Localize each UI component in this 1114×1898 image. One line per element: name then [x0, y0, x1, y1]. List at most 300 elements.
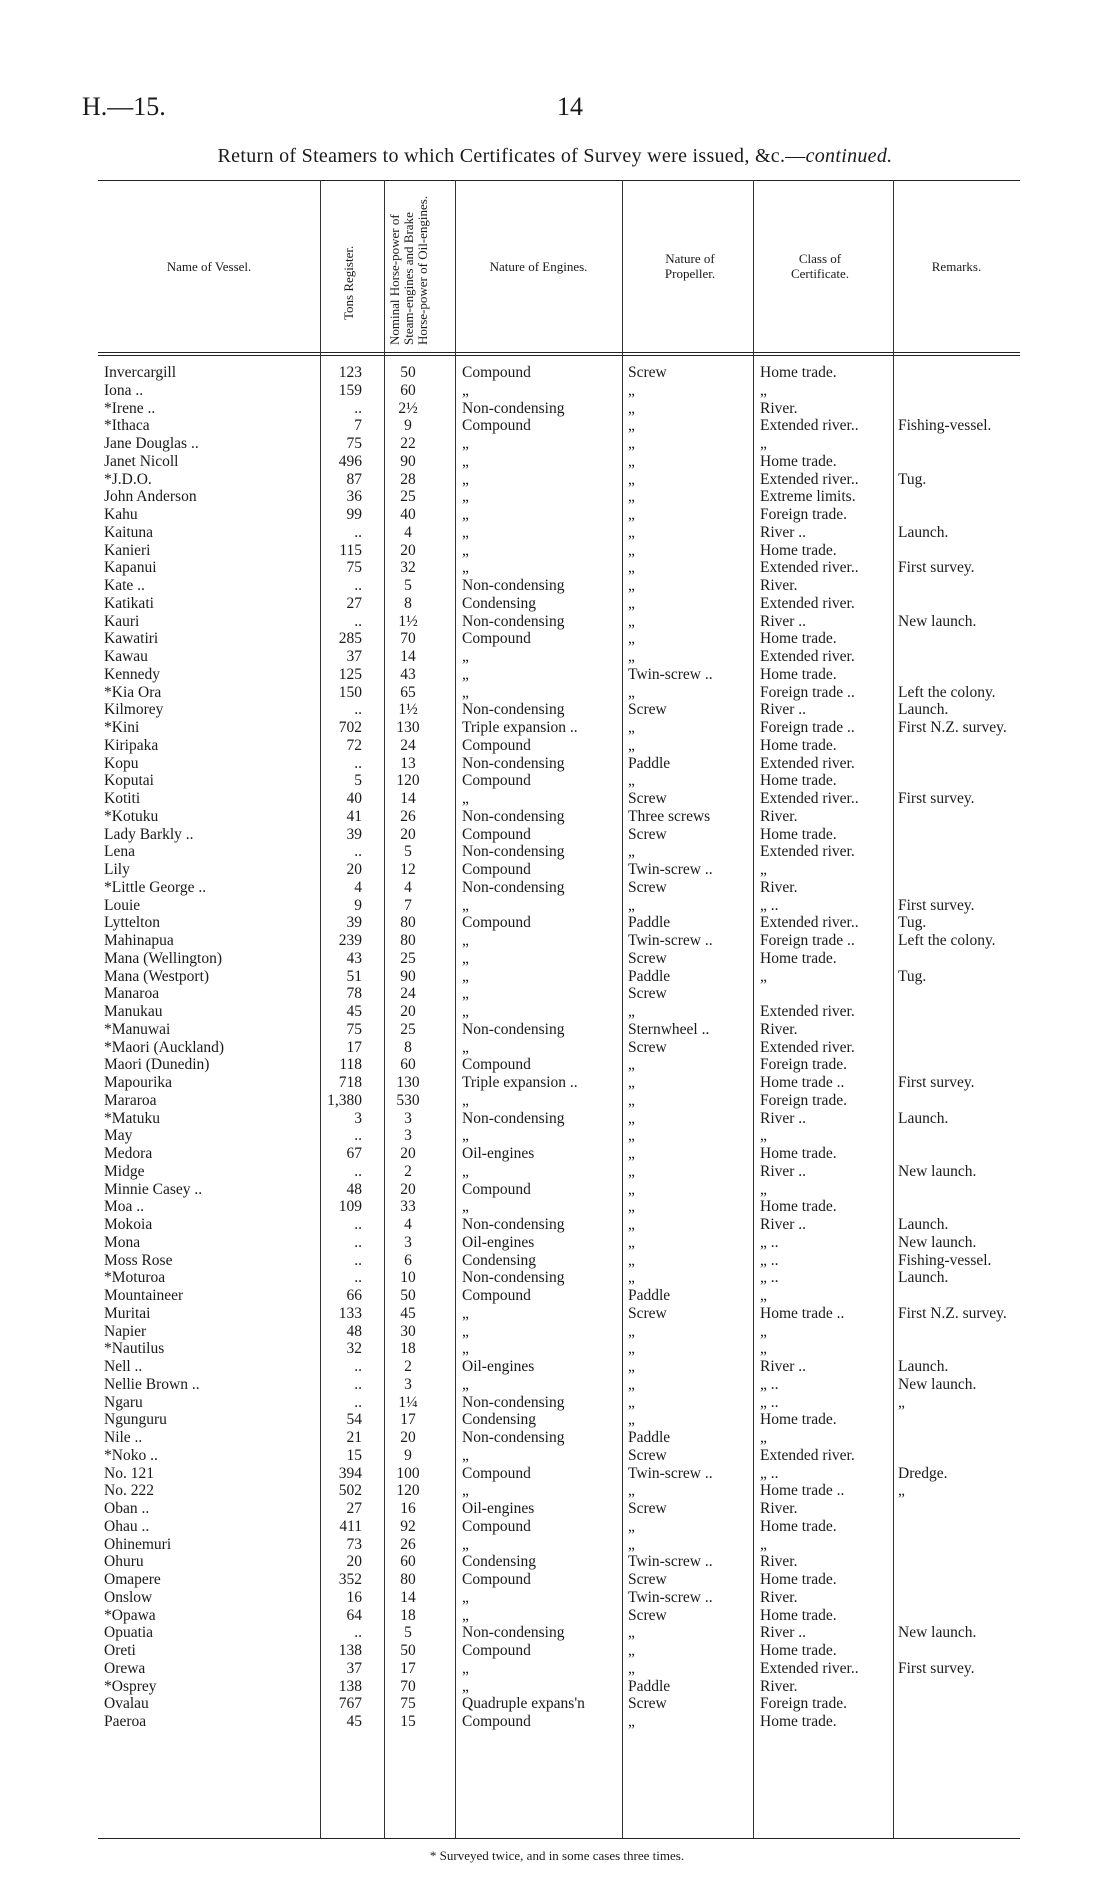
- tons-register: ..: [354, 1127, 362, 1145]
- tons-register: 115: [339, 541, 362, 559]
- nature-of-engines: „: [462, 559, 469, 577]
- horse-power: 25: [400, 1020, 416, 1038]
- horse-power: 20: [400, 1429, 416, 1446]
- table-row: [98, 932, 1020, 950]
- nature-of-propeller: Paddle: [628, 1287, 671, 1304]
- horse-power: 8: [404, 1038, 412, 1056]
- table-row: [98, 471, 1020, 489]
- table-row: [98, 1074, 1020, 1092]
- vessel-name: Lena: [104, 843, 135, 861]
- class-of-certificate: Extended river.: [760, 1038, 855, 1056]
- class-of-certificate: Extended river.: [760, 1446, 855, 1464]
- class-of-certificate: River ..: [760, 1216, 807, 1233]
- class-of-certificate: „ ..: [760, 1393, 779, 1411]
- table-row: [98, 595, 1020, 613]
- nature-of-propeller: Screw: [628, 1038, 667, 1056]
- col-header-engines: Nature of Engines.: [489, 258, 588, 274]
- class-of-certificate: River.: [760, 577, 798, 594]
- nature-of-engines: „: [462, 1446, 469, 1464]
- horse-power: 45: [400, 1304, 416, 1322]
- vessel-name: Nile ..: [104, 1429, 143, 1446]
- horse-power: 15: [400, 1713, 416, 1730]
- nature-of-propeller: „: [628, 1713, 635, 1730]
- horse-power: 18: [400, 1606, 416, 1624]
- tons-register: ..: [354, 1624, 362, 1642]
- nature-of-engines: „: [462, 452, 469, 470]
- horse-power: 4: [404, 523, 412, 541]
- tons-register: ..: [354, 1269, 362, 1287]
- tons-register: 150: [338, 683, 362, 701]
- remarks: Launch.: [898, 1358, 949, 1375]
- nature-of-engines: „: [462, 1340, 469, 1358]
- horse-power: 2: [404, 1358, 412, 1375]
- vessel-name: Jane Douglas ..: [104, 435, 199, 452]
- class-of-certificate: River.: [760, 1677, 798, 1695]
- remarks: First survey.: [898, 790, 975, 807]
- vessel-name: *Matuku: [104, 1109, 160, 1127]
- tons-register: ..: [354, 843, 362, 861]
- vessel-name: John Anderson: [104, 488, 197, 506]
- nature-of-engines: Compound: [462, 736, 531, 754]
- horse-power: 130: [396, 719, 420, 736]
- class-of-certificate: Extended river.: [760, 1003, 855, 1020]
- class-of-certificate: River ..: [760, 1624, 807, 1642]
- class-of-certificate: River.: [760, 1553, 798, 1571]
- nature-of-engines: „: [462, 523, 469, 541]
- tons-register: 37: [346, 1659, 362, 1677]
- table-row: [98, 1092, 1020, 1110]
- table-row: [98, 1056, 1020, 1074]
- nature-of-propeller: „: [628, 772, 635, 790]
- remarks: Tug.: [898, 470, 927, 488]
- tons-register: 138: [338, 1642, 362, 1659]
- class-of-certificate: „: [760, 1322, 767, 1340]
- table-row: [98, 1003, 1020, 1021]
- col-header-tons: Tons Register.: [341, 245, 356, 320]
- nature-of-engines: Condensing: [462, 1251, 537, 1269]
- tons-register: 133: [338, 1304, 362, 1322]
- horse-power: 6: [404, 1251, 412, 1269]
- nature-of-engines: Non-condensing: [462, 399, 565, 417]
- nature-of-propeller: „: [628, 683, 635, 701]
- vessel-name: *Little George ..: [104, 878, 207, 896]
- tons-register: 138: [338, 1677, 362, 1695]
- horse-power: 14: [400, 790, 416, 807]
- tons-register: 48: [346, 1322, 362, 1340]
- remarks: Launch.: [898, 1269, 949, 1287]
- nature-of-engines: „: [462, 470, 469, 488]
- tons-register: 39: [346, 914, 362, 932]
- nature-of-propeller: „: [628, 577, 635, 594]
- horse-power: 20: [400, 1003, 416, 1020]
- vessel-name: Opuatia: [104, 1624, 154, 1642]
- nature-of-propeller: Screw: [628, 878, 667, 896]
- horse-power: 22: [400, 435, 416, 452]
- nature-of-engines: Compound: [462, 914, 531, 932]
- horse-power: 9: [404, 417, 412, 435]
- remarks: Dredge.: [898, 1464, 948, 1482]
- nature-of-engines: Compound: [462, 417, 531, 435]
- horse-power: 50: [400, 364, 416, 381]
- tons-register: 5: [354, 772, 362, 790]
- class-of-certificate: River.: [760, 878, 798, 896]
- tons-register: 51: [346, 967, 362, 985]
- table-row: [98, 701, 1020, 719]
- nature-of-engines: Compound: [462, 364, 531, 381]
- remarks: New launch.: [898, 1233, 977, 1251]
- vessel-name: Janet Nicoll: [104, 452, 179, 470]
- nature-of-engines: Condensing: [462, 594, 537, 612]
- class-of-certificate: Extended river..: [760, 470, 859, 488]
- table-row: [98, 382, 1020, 400]
- tons-register: ..: [354, 1393, 362, 1411]
- class-of-certificate: Foreign trade ..: [760, 719, 855, 736]
- nature-of-propeller: „: [628, 843, 635, 861]
- vessel-name: Mapourika: [104, 1074, 173, 1091]
- vessel-name: Iona ..: [104, 381, 144, 399]
- horse-power: 75: [400, 1695, 416, 1713]
- vessel-name: Mana (Westport): [104, 967, 210, 985]
- class-of-certificate: Home trade.: [760, 772, 837, 790]
- nature-of-engines: „: [462, 541, 469, 559]
- table-row: [98, 879, 1020, 897]
- table-row: [98, 542, 1020, 560]
- table-row: [98, 1127, 1020, 1145]
- vessel-name: Nellie Brown ..: [104, 1375, 200, 1393]
- horse-power: 20: [400, 825, 416, 843]
- nature-of-engines: „: [462, 1304, 469, 1322]
- col-header-hp: Nominal Horse-power of Steam-engines and Brake Horse-power of Oil-engines.: [387, 195, 430, 345]
- vessel-name: Paeroa: [104, 1713, 147, 1730]
- horse-power: 26: [400, 807, 416, 825]
- tons-register: 48: [346, 1180, 362, 1198]
- tons-register: 36: [346, 488, 362, 506]
- vessel-name: Ohau ..: [104, 1517, 150, 1535]
- nature-of-propeller: „: [628, 1109, 635, 1127]
- class-of-certificate: „: [760, 1180, 767, 1198]
- remarks: Tug.: [898, 914, 927, 932]
- nature-of-engines: „: [462, 665, 469, 683]
- tons-register: 21: [346, 1429, 362, 1446]
- tons-register: 118: [339, 1056, 362, 1074]
- nature-of-propeller: „: [628, 1162, 635, 1180]
- horse-power: 3: [404, 1109, 412, 1127]
- nature-of-propeller: „: [628, 506, 635, 523]
- horse-power: 40: [400, 506, 416, 523]
- horse-power: 3: [404, 1233, 412, 1251]
- horse-power: 25: [400, 488, 416, 506]
- table-row: [98, 1181, 1020, 1199]
- horse-power: 14: [400, 648, 416, 665]
- vessel-name: Ngunguru: [104, 1411, 167, 1429]
- nature-of-engines: Oil-engines: [462, 1145, 535, 1162]
- nature-of-propeller: „: [628, 612, 635, 630]
- footnote: * Surveyed twice, and in some cases three times.: [429, 1848, 685, 1863]
- horse-power: 1¼: [398, 1393, 418, 1411]
- class-of-certificate: River.: [760, 1020, 798, 1038]
- nature-of-engines: „: [462, 1091, 469, 1109]
- vessel-name: Kiripaka: [104, 736, 159, 754]
- vessel-name: *Manuwai: [104, 1020, 171, 1038]
- nature-of-engines: Non-condensing: [462, 843, 565, 861]
- nature-of-propeller: „: [628, 1322, 635, 1340]
- horse-power: 4: [404, 1216, 412, 1233]
- class-of-certificate: Home trade ..: [760, 1304, 845, 1322]
- table-row: [98, 968, 1020, 986]
- nature-of-propeller: „: [628, 896, 635, 914]
- nature-of-propeller: „: [628, 1198, 635, 1216]
- remarks: Launch.: [898, 701, 949, 719]
- table-row: [98, 1358, 1020, 1376]
- horse-power: 130: [396, 1074, 420, 1091]
- remarks: Fishing-vessel.: [898, 1251, 992, 1269]
- horse-power: 24: [400, 736, 416, 754]
- nature-of-engines: „: [462, 1127, 469, 1145]
- table-row: [98, 684, 1020, 702]
- nature-of-propeller: „: [628, 1411, 635, 1429]
- nature-of-engines: Compound: [462, 1180, 531, 1198]
- nature-of-engines: „: [462, 1482, 469, 1500]
- nature-of-propeller: „: [628, 1482, 635, 1500]
- table-bottom-rule: [98, 1838, 1020, 1839]
- nature-of-engines: Compound: [462, 1571, 531, 1588]
- nature-of-propeller: „: [628, 523, 635, 541]
- horse-power: 10: [400, 1269, 416, 1287]
- vessel-name: Napier: [104, 1322, 147, 1340]
- nature-of-engines: „: [462, 967, 469, 985]
- class-of-certificate: River ..: [760, 1162, 807, 1180]
- tons-register: 159: [338, 381, 362, 399]
- table-row: [98, 417, 1020, 435]
- nature-of-propeller: „: [628, 648, 635, 665]
- class-of-certificate: „ ..: [760, 1375, 779, 1393]
- table-row: [98, 914, 1020, 932]
- nature-of-propeller: „: [628, 1233, 635, 1251]
- nature-of-engines: „: [462, 932, 469, 949]
- horse-power: 7: [404, 896, 412, 914]
- col-header-name: Name of Vessel.: [166, 258, 252, 274]
- nature-of-propeller: „: [628, 1145, 635, 1162]
- nature-of-propeller: „: [628, 630, 635, 648]
- vessel-name: Kilmorey: [104, 701, 164, 719]
- horse-power: 60: [400, 1553, 416, 1571]
- table-row: [98, 772, 1020, 790]
- nature-of-propeller: Screw: [628, 949, 667, 967]
- tons-register: 32: [346, 1340, 362, 1358]
- nature-of-engines: Compound: [462, 1517, 531, 1535]
- table-row: [98, 1642, 1020, 1660]
- class-of-certificate: Home trade.: [760, 1145, 837, 1162]
- nature-of-engines: Compound: [462, 1056, 531, 1074]
- class-of-certificate: Home trade.: [760, 825, 837, 843]
- class-of-certificate: Home trade.: [760, 364, 837, 381]
- table-row: [98, 1500, 1020, 1518]
- vessel-name: Maori (Dunedin): [104, 1056, 210, 1074]
- vessel-name: Kanieri: [104, 541, 151, 559]
- nature-of-engines: „: [462, 1375, 469, 1393]
- horse-power: 14: [400, 1588, 416, 1606]
- horse-power: 80: [400, 1571, 416, 1588]
- class-of-certificate: River.: [760, 807, 798, 825]
- table-row: [98, 861, 1020, 879]
- vessel-name: *Kini: [104, 719, 140, 736]
- tons-register: 109: [338, 1198, 362, 1216]
- tons-register: 27: [346, 1500, 362, 1517]
- tons-register: 66: [346, 1287, 362, 1304]
- doc-ref: H.—15.: [82, 92, 166, 121]
- class-of-certificate: Extended river.: [760, 594, 855, 612]
- horse-power: 20: [400, 1180, 416, 1198]
- tons-register: 73: [346, 1535, 362, 1553]
- class-of-certificate: Home trade.: [760, 949, 837, 967]
- remarks: Launch.: [898, 1109, 949, 1127]
- nature-of-engines: Compound: [462, 630, 531, 648]
- table-row: [98, 1163, 1020, 1181]
- tons-register: ..: [354, 577, 362, 594]
- nature-of-propeller: Paddle: [628, 754, 671, 772]
- vessel-name: May: [104, 1127, 133, 1145]
- nature-of-propeller: „: [628, 1003, 635, 1020]
- vessel-name: Moss Rose: [104, 1251, 173, 1269]
- tons-register: 123: [338, 364, 362, 381]
- nature-of-propeller: „: [628, 488, 635, 506]
- nature-of-propeller: „: [628, 559, 635, 577]
- class-of-certificate: Extended river..: [760, 417, 859, 435]
- nature-of-engines: „: [462, 1198, 469, 1216]
- nature-of-engines: „: [462, 1588, 469, 1606]
- class-of-certificate: „: [760, 435, 767, 452]
- tons-register: 1,380: [327, 1091, 362, 1109]
- nature-of-propeller: „: [628, 1375, 635, 1393]
- horse-power: 43: [400, 665, 416, 683]
- title-main: Return of Steamers to which Certificates of Survey were issued, &c.—: [217, 145, 806, 167]
- table-row: [98, 1589, 1020, 1607]
- table-row: [98, 1394, 1020, 1412]
- nature-of-propeller: „: [628, 381, 635, 399]
- tons-register: 78: [346, 985, 362, 1003]
- vessel-name: *J.D.O.: [104, 470, 152, 488]
- table-row: [98, 453, 1020, 471]
- table-row: [98, 1465, 1020, 1483]
- horse-power: 70: [400, 630, 416, 648]
- horse-power: 26: [400, 1535, 416, 1553]
- vessel-name: Manaroa: [104, 985, 160, 1003]
- class-of-certificate: Foreign trade ..: [760, 683, 855, 701]
- nature-of-propeller: Twin-screw ..: [628, 861, 713, 878]
- class-of-certificate: „: [760, 1535, 767, 1553]
- horse-power: 28: [400, 470, 416, 488]
- nature-of-engines: „: [462, 1659, 469, 1677]
- horse-power: 65: [400, 683, 416, 701]
- remarks: Fishing-vessel.: [898, 417, 992, 435]
- tons-register: ..: [354, 701, 362, 719]
- horse-power: 120: [396, 1482, 420, 1500]
- horse-power: 90: [400, 452, 416, 470]
- vessel-name: Lily: [104, 861, 130, 878]
- vessel-name: Ovalau: [104, 1695, 149, 1713]
- nature-of-engines: Condensing: [462, 1411, 537, 1429]
- vessel-name: Ohuru: [104, 1553, 144, 1571]
- tons-register: 45: [346, 1003, 362, 1020]
- table-row: [98, 666, 1020, 684]
- nature-of-engines: Oil-engines: [462, 1500, 535, 1517]
- horse-power: 24: [400, 985, 416, 1003]
- table-row: [98, 1021, 1020, 1039]
- class-of-certificate: Extended river..: [760, 559, 859, 577]
- vessel-name: Oban ..: [104, 1500, 150, 1517]
- table-row: [98, 435, 1020, 453]
- class-of-certificate: Home trade.: [760, 1571, 837, 1588]
- tons-register: ..: [354, 1375, 362, 1393]
- vessel-name: Kawatiri: [104, 630, 159, 648]
- nature-of-propeller: Screw: [628, 1304, 667, 1322]
- nature-of-engines: Non-condensing: [462, 807, 565, 825]
- nature-of-engines: „: [462, 896, 469, 914]
- tons-register: ..: [354, 754, 362, 772]
- nature-of-propeller: Screw: [628, 364, 667, 381]
- tons-register: 43: [346, 949, 362, 967]
- vessel-name: Kotiti: [104, 790, 141, 807]
- class-of-certificate: Extreme limits.: [760, 488, 856, 506]
- tons-register: 285: [338, 630, 362, 648]
- class-of-certificate: River ..: [760, 523, 807, 541]
- remarks: „: [898, 1393, 905, 1411]
- nature-of-engines: Compound: [462, 1287, 531, 1304]
- class-of-certificate: „: [760, 1287, 767, 1304]
- class-of-certificate: River.: [760, 1500, 798, 1517]
- nature-of-engines: „: [462, 985, 469, 1003]
- horse-power: 1½: [398, 612, 418, 630]
- table-row: [98, 1039, 1020, 1057]
- horse-power: 8: [404, 594, 412, 612]
- page-number: 14: [557, 92, 583, 121]
- nature-of-propeller: „: [628, 1074, 635, 1091]
- table-row: [98, 1110, 1020, 1128]
- col-header-class: Class of Certificate.: [790, 251, 850, 281]
- vessel-name: Mona: [104, 1233, 141, 1251]
- tons-register: ..: [354, 399, 362, 417]
- tons-register: 9: [354, 896, 362, 914]
- nature-of-propeller: Sternwheel ..: [628, 1020, 710, 1038]
- table-row: [98, 1607, 1020, 1625]
- nature-of-engines: Non-condensing: [462, 1020, 565, 1038]
- table-row: [98, 950, 1020, 968]
- class-of-certificate: Extended river.: [760, 843, 855, 861]
- nature-of-engines: „: [462, 683, 469, 701]
- vessel-name: *Maori (Auckland): [104, 1038, 225, 1056]
- remarks: Left the colony.: [898, 932, 996, 949]
- horse-power: 17: [400, 1659, 416, 1677]
- vessel-name: *Kotuku: [104, 807, 159, 825]
- nature-of-propeller: „: [628, 541, 635, 559]
- table-row: [98, 630, 1020, 648]
- tons-register: 125: [338, 665, 362, 683]
- nature-of-propeller: „: [628, 594, 635, 612]
- table-row: [98, 755, 1020, 773]
- tons-register: 4: [354, 878, 362, 896]
- nature-of-engines: „: [462, 949, 469, 967]
- remarks: New launch.: [898, 1162, 977, 1180]
- tons-register: ..: [354, 1162, 362, 1180]
- table-row: [98, 1411, 1020, 1429]
- nature-of-engines: Compound: [462, 1713, 531, 1730]
- tons-register: 394: [338, 1464, 362, 1482]
- nature-of-propeller: Screw: [628, 1500, 667, 1517]
- table-row: [98, 1536, 1020, 1554]
- horse-power: 100: [396, 1464, 420, 1482]
- class-of-certificate: Home trade.: [760, 630, 837, 648]
- horse-power: 530: [396, 1091, 420, 1109]
